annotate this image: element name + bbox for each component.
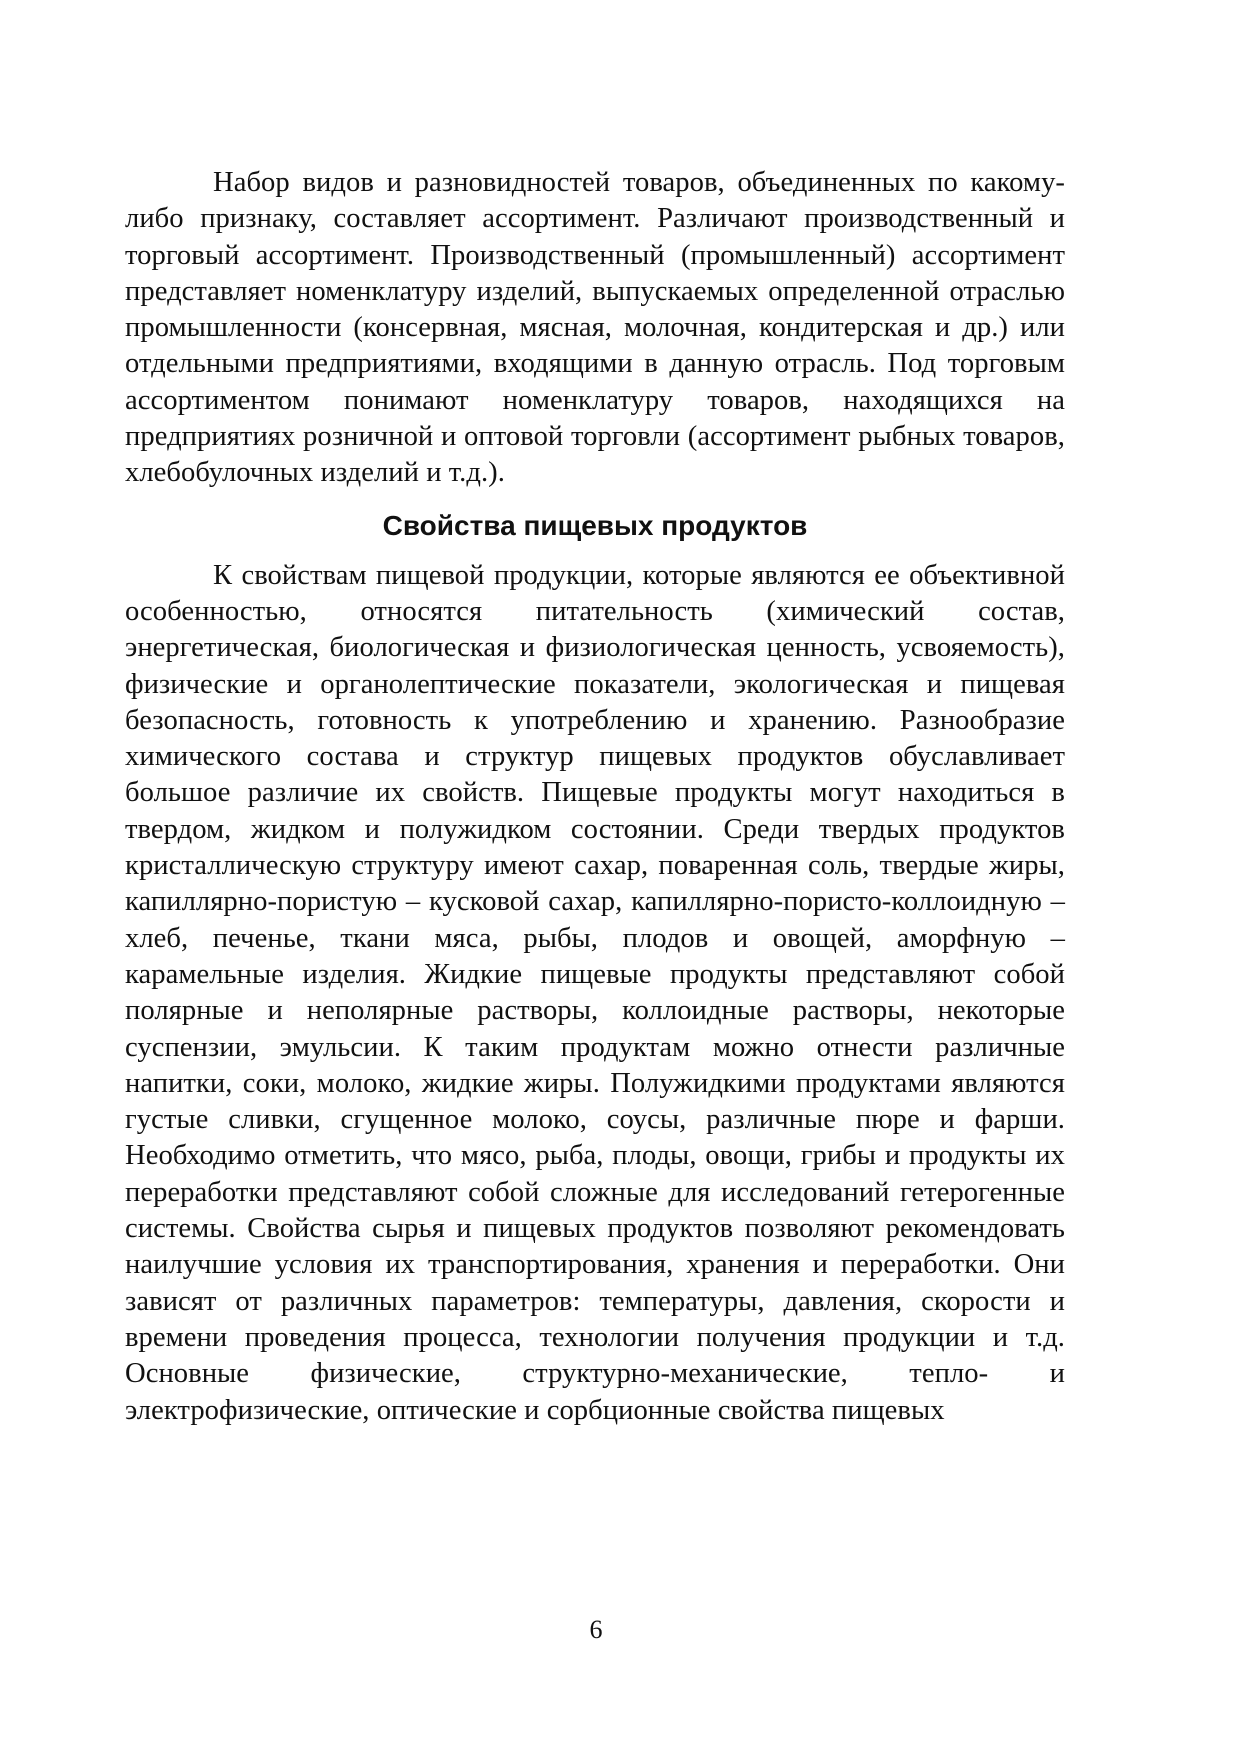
- document-page: [125, 165, 1065, 1429]
- paragraph-food-properties: К свойствам пищевой продукции, которые являются ее объективной особенностью, относятся питательность (химический состав, энергетическая, биологическая и физиологическая ценность, усвояемость), физические и органолептические показатели, экологическая и пищевая безопасность, готовность к употреблению и хранению. Разнообразие химического состава и структур пищевых продуктов обуславливает большое различие их свойств. Пищевые продукты могут находиться в твердом, жидком и полужидком состоянии. Среди твердых продуктов кристаллическую структуру имеют сахар, поваренная соль, твердые жиры, капиллярно-пористую – кусковой сахар, капиллярно-пористо-коллоидную – хлеб, печенье, ткани мяса, рыбы, плодов и овощей, аморфную – карамельные изделия. Жидкие пищевые продукты представляют собой полярные и неполярные растворы, коллоидные растворы, некоторые суспензии, эмульсии. К таким продуктам можно отнести различные напитки, соки, молоко, жидкие жиры. Полужидкими продуктами являются густые сливки, сгущенное молоко, соусы, различные пюре и фарши. Необходимо отметить, что мясо, рыба, плоды, овощи, грибы и продукты их переработки представляют собой сложные для исследований гетерогенные системы. Свойства сырья и пищевых продуктов позволяют рекомендовать наилучшие условия их транспортирования, хранения и переработки. Они зависят от различных параметров: температуры, давления, скорости и времени проведения процесса, технологии получения продукции и т.д. Основные физические, структурно-механические, тепло- и электрофизические, оптические и сорбционные свойства пищевых: [125, 559, 1065, 1426]
- paragraph-assortment: Набор видов и разновидностей товаров, объединенных по какому-либо признаку, составляет ассортимент. Различают производственный и торговый ассортимент. Производственный (промышленный) ассортимент представляет номенклатуру изделий, выпускаемых определенной отраслью промышленности (консервная, мясная, молочная, кондитерская и др.) или отдельными предприятиями, входящими в данную отрасль. Под торговым ассортиментом понимают номенклатуру товаров, находящихся на предприятиях розничной и оптовой торговли (ассортимент рыбных товаров, хлебобулочных изделий и т.д.).: [125, 167, 1065, 489]
- page-number: 6: [589, 1615, 603, 1644]
- section-heading: Свойства пищевых продуктов: [382, 509, 808, 541]
